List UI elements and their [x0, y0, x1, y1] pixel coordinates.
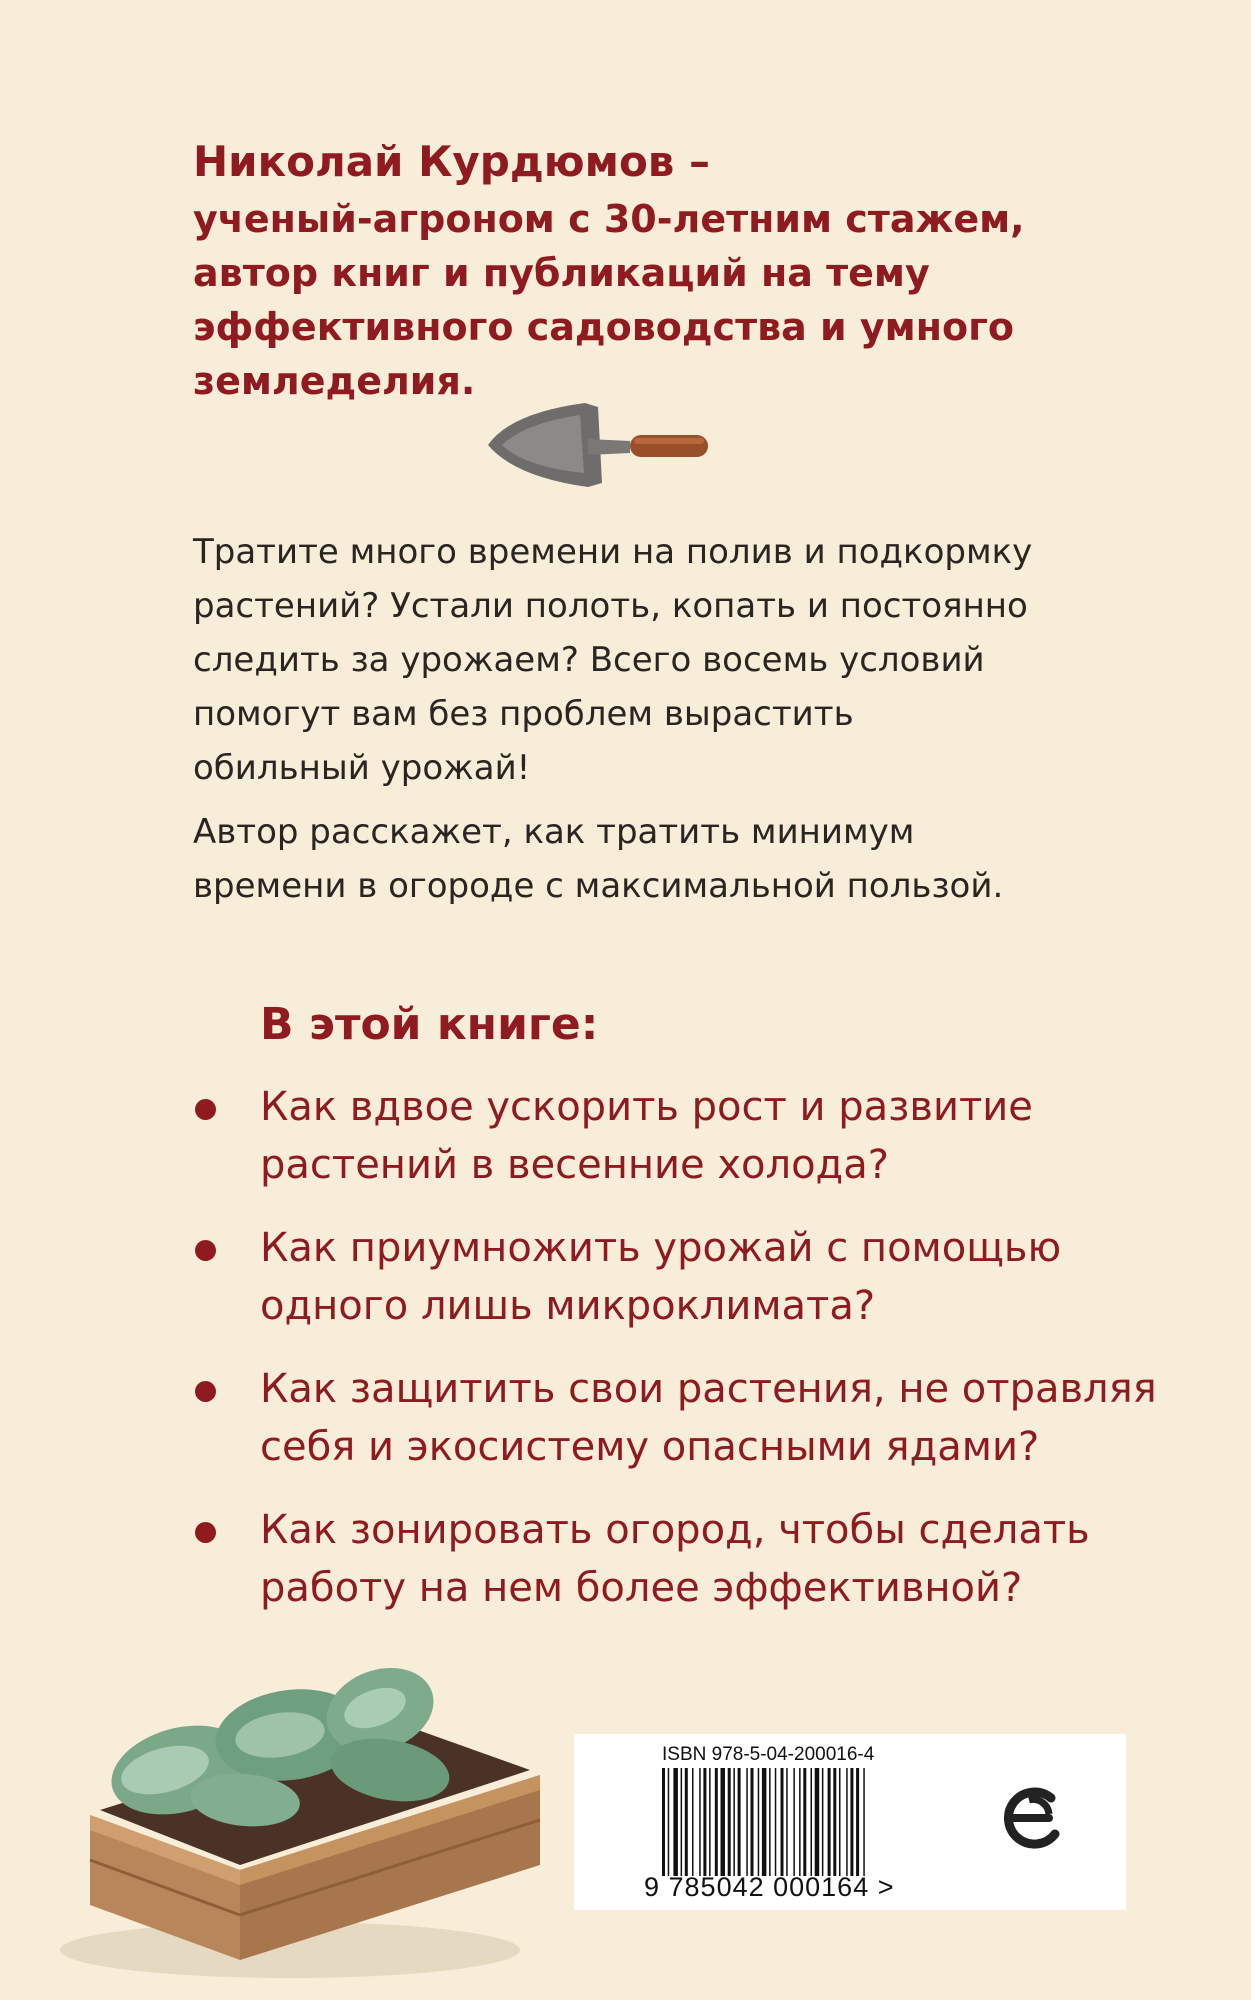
bullet-dot-icon: [195, 1099, 216, 1120]
bullet-dot-icon: [195, 1240, 216, 1261]
garden-bed-illustration: [60, 1650, 560, 1980]
text-line: времени в огороде с максимальной пользой.: [193, 866, 1004, 906]
author-line: ученый-агроном с 30-летним стажем,: [193, 197, 1025, 241]
text-line: растений? Устали полоть, копать и постоянно: [193, 586, 1028, 626]
list-item-line: Как вдвое ускорить рост и развитие: [260, 1084, 1033, 1130]
publisher-logo-icon: [999, 1784, 1065, 1854]
author-block: [193, 132, 1093, 408]
author-line: автор книг и публикаций на тему: [193, 251, 930, 295]
text-line: Тратите много времени на полив и подкормку: [193, 532, 1033, 572]
summary-paragraph: [193, 805, 1093, 913]
text-line: обильный урожай!: [193, 748, 531, 788]
list-item-line: растений в весенние холода?: [260, 1142, 889, 1188]
trowel-illustration: [480, 395, 710, 490]
bullet-dot-icon: [195, 1381, 216, 1402]
description-paragraph: [193, 525, 1093, 795]
isbn-box: [574, 1734, 1126, 1910]
list-item: [195, 1219, 1235, 1335]
list-item: [195, 1501, 1235, 1617]
bullet-dot-icon: [195, 1522, 216, 1543]
list-item-line: себя и экосистему опасными ядами?: [260, 1424, 1040, 1470]
list-item: [195, 1078, 1235, 1194]
text-line: следить за урожаем? Всего восемь условий: [193, 640, 985, 680]
in-book-heading: В этой книге:: [260, 999, 599, 1050]
text-line: Автор расскажет, как тратить минимум: [193, 812, 915, 852]
list-item-line: Как защитить свои растения, не отравляя: [260, 1366, 1157, 1412]
text-line: помогут вам без проблем вырастить: [193, 694, 854, 734]
list-item-line: одного лишь микроклимата?: [260, 1283, 876, 1329]
author-name: Николай Курдюмов –: [193, 137, 711, 186]
author-line: эффективного садоводства и умного: [193, 305, 1015, 349]
isbn-label: ISBN 978-5-04-200016-4: [662, 1744, 875, 1765]
barcode-number: 9 785042 000164 >: [644, 1872, 895, 1902]
list-item-line: Как зонировать огород, чтобы сделать: [260, 1507, 1090, 1553]
author-line: земледелия.: [193, 359, 476, 403]
list-item-line: Как приумножить урожай с помощью: [260, 1225, 1062, 1271]
feature-list: [195, 1078, 1235, 1642]
list-item: [195, 1360, 1235, 1476]
list-item-line: работу на нем более эффективной?: [260, 1565, 1023, 1611]
barcode: [662, 1768, 957, 1876]
